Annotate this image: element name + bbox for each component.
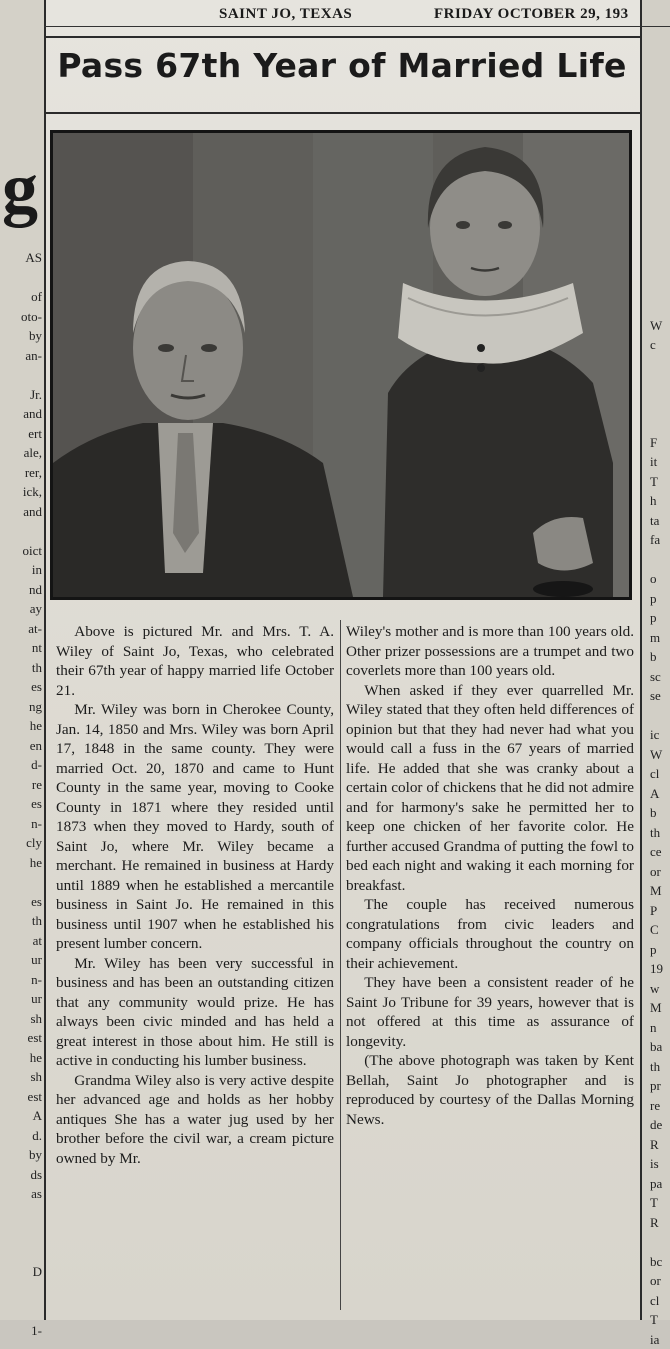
paragraph: Mr. Wiley was born in Cherokee County, Jan. 14, 1850 and Mrs. Wiley was born April 17, 1848 in the same county. They were married Oct. 20, 1870 and came to Hunt County in the same year, moving to Cooke County in 1871 where they resided until 1873 when they moved to Hardy, south of Saint Jo, where Mr. Wiley became a merchant. He remained in business at Hardy until 1889 when he established a mercantile business in Saint Jo. He remained in this business until 1907 when he established his present lumber concern. bbox=[56, 701, 334, 952]
paragraph: They have been a consistent reader of he Saint Jo Tribune for 39 years, however that is not offered at this time as assurance of longevity. bbox=[346, 974, 634, 1050]
couple-photo bbox=[53, 133, 629, 597]
headline: Pass 67th Year of Married Life bbox=[57, 46, 627, 85]
right-column-fragment: W c F it T h ta fa o p p m b sc se ic W cl A b th ce or M P C p 19 w M n ba th pr re de R is pa T R bc or cl T ia bbox=[650, 317, 663, 1347]
couple-photo-illustration bbox=[53, 133, 629, 597]
paragraph: Grandma Wiley also is very active despite her advanced age and holds as her hobby antiques She has a water jug used by her brother before the civil war, a cream picture owned by Mr. bbox=[56, 1071, 334, 1167]
article-column-1 bbox=[56, 622, 334, 1168]
left-adjacent-column bbox=[0, 0, 46, 1338]
paragraph: The couple has received numerous congratulations from civic leaders and company officials throughout the country on their achievement. bbox=[346, 896, 634, 972]
right-adjacent-column bbox=[640, 0, 670, 1347]
paragraph: Above is pictured Mr. and Mrs. T. A. Wiley of Saint Jo, Texas, who celebrated their 67th year of happy married life October 21. bbox=[56, 623, 334, 699]
masthead-place: SAINT JO, TEXAS bbox=[219, 6, 353, 22]
left-column-fragment: AS of oto- by an- Jr. and ert ale, rer, ick, and oict in nd ay at- nt th es ng he en d- re es n- cly he es th at ur n- ur sh est he sh est A d. by ds as D 1- bbox=[21, 250, 42, 1338]
masthead-date: FRIDAY OCTOBER 29, 193 bbox=[434, 6, 629, 22]
column-divider bbox=[340, 620, 341, 1310]
masthead bbox=[44, 4, 670, 27]
paragraph: When asked if they ever quarrelled Mr. Wiley stated that they often held differences of opinion but that they had never had what you would call a fuss in the 67 years of married life. He added that she was cranky about a certain color of chickens that he did not admire and for harmony's sake he permitted her to keep one chicken of her favorite color. He further accused Grandma of putting the fowl to bed each night and waking it each morning for breakfast. bbox=[346, 681, 634, 894]
photo-frame bbox=[50, 130, 632, 600]
paragraph: Mr. Wiley has been very successful in business and has been an outstanding citizen that any community would prize. He has always been civic minded and has held a great interest in those about him. He still is active in conducting his lumber business. bbox=[56, 954, 334, 1069]
paragraph: (The above photograph was taken by Kent Bellah, Saint Jo photographer and is reproduced by courtesy of the Dallas Morning News. bbox=[346, 1052, 634, 1128]
headline-top-rule bbox=[44, 36, 640, 38]
article-column-2 bbox=[346, 622, 634, 1129]
paragraph: Wiley's mother and is more than 100 years old. Other prizer possessions are a trumpet and two coverlets more than 100 years old. bbox=[346, 623, 634, 679]
left-headline-fragment: g bbox=[2, 158, 38, 228]
headline-bottom-rule bbox=[44, 112, 640, 114]
